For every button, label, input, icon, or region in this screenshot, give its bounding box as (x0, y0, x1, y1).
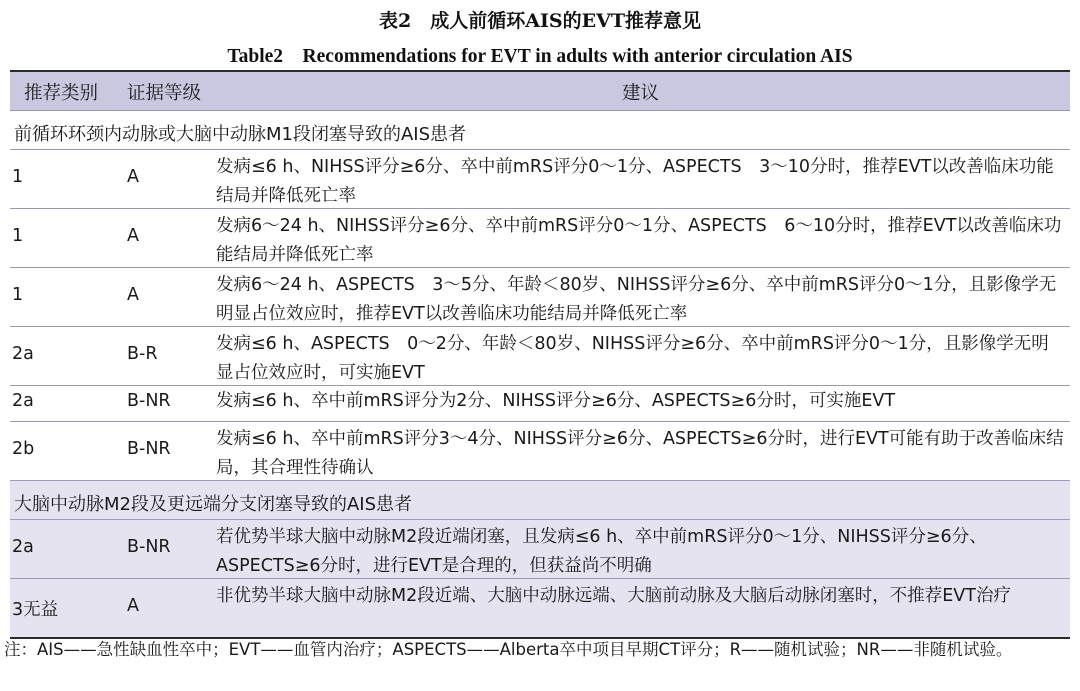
row-category: 1 (12, 167, 24, 187)
row-evidence: B-NR (127, 439, 171, 459)
row-category: 1 (12, 285, 24, 305)
table-footnote: 注：AIS——急性缺血性卒中；EVT——血管内治疗；ASPECTS——Alberta卒中项目早期CT评分；R——随机试验；NR——非随机试验。 (4, 640, 1013, 659)
table-row (10, 422, 1070, 481)
table-row (10, 209, 1070, 268)
table-header (10, 72, 1070, 111)
row-category: 1 (12, 226, 24, 246)
table-title-chinese: 表2 成人前循环AIS的EVT推荐意见 (379, 10, 701, 32)
table-title-english: Table2 Recommendations for EVT in adults with anterior circulation AIS (227, 46, 853, 67)
row-category: 3无益 (12, 600, 59, 620)
table-row (10, 268, 1070, 327)
row-recommendation: 发病6～24 h、NIHSS评分≥6分、卒中前mRS评分0～1分、ASPECTS 6～10分时，推荐EVT以改善临床功能结局并降低死亡率 (216, 216, 1062, 265)
row-recommendation: 发病≤6 h、卒中前mRS评分3～4分、NIHSS评分≥6分、ASPECTS≥6分时，进行EVT可能有助于改善临床结局，其合理性待确认 (216, 429, 1064, 478)
section-heading: 前循环环颈内动脉或大脑中动脉M1段闭塞导致的AIS患者 (10, 111, 1070, 150)
row-evidence: A (127, 167, 139, 187)
table-row (10, 386, 1070, 422)
row-category: 2a (12, 391, 34, 411)
row-evidence: B-R (127, 344, 158, 364)
row-recommendation: 发病≤6 h、NIHSS评分≥6分、卒中前mRS评分0～1分、ASPECTS 3～10分时，推荐EVT以改善临床功能结局并降低死亡率 (216, 157, 1054, 206)
row-evidence: B-NR (127, 391, 171, 411)
row-recommendation: 发病6～24 h、ASPECTS 3～5分、年龄＜80岁、NIHSS评分≥6分、卒中前mRS评分0～1分，且影像学无明显占位效应时，推荐EVT以改善临床功能结局并降低死亡率 (216, 275, 1057, 324)
recommendation-table (10, 70, 1070, 639)
row-category: 2b (12, 439, 35, 459)
row-evidence: B-NR (127, 537, 171, 557)
row-recommendation: 若优势半球大脑中动脉M2段近端闭塞，且发病≤6 h、卒中前mRS评分0～1分、NIHSS评分≥6分、ASPECTS≥6分时，进行EVT是合理的，但获益尚不明确 (216, 527, 987, 576)
row-recommendation: 发病≤6 h、卒中前mRS评分为2分、NIHSS评分≥6分、ASPECTS≥6分时，可实施EVT (216, 391, 896, 411)
header-recommendation: 建议 (622, 83, 660, 104)
header-category: 推荐类别 (24, 83, 99, 104)
row-category: 2a (12, 537, 34, 557)
row-recommendation: 非优势半球大脑中动脉M2段近端、大脑中动脉远端、大脑前动脉及大脑后动脉闭塞时，不推荐EVT治疗 (216, 586, 1011, 606)
row-evidence: A (127, 596, 139, 616)
table-row (10, 520, 1070, 579)
row-recommendation: 发病≤6 h、ASPECTS 0～2分、年龄＜80岁、NIHSS评分≥6分、卒中前mRS评分0～1分，且影像学无明显占位效应时，可实施EVT (216, 334, 1049, 383)
row-evidence: A (127, 285, 139, 305)
table-row (10, 327, 1070, 386)
row-category: 2a (12, 344, 34, 364)
table-row (10, 579, 1070, 637)
section-heading: 大脑中动脉M2段及更远端分支闭塞导致的AIS患者 (10, 481, 1070, 520)
table-row (10, 150, 1070, 209)
row-evidence: A (127, 226, 139, 246)
header-evidence: 证据等级 (127, 83, 202, 104)
